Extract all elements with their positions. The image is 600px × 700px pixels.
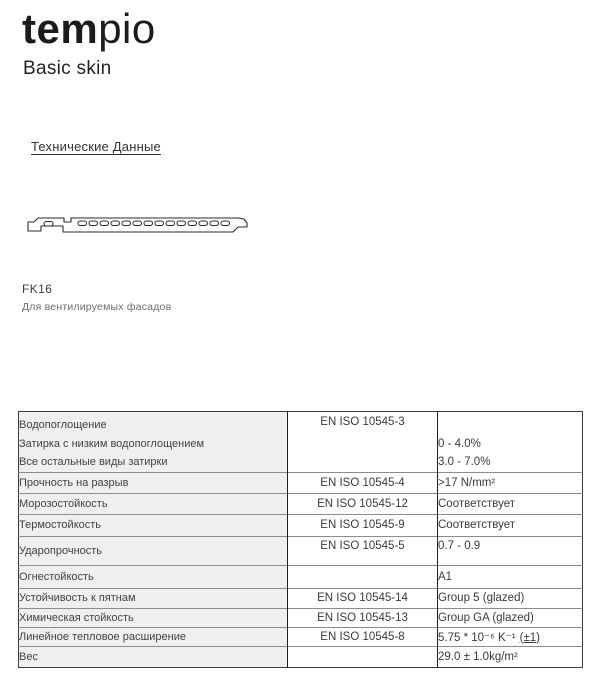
standard-cell: EN ISO 10545-12 (288, 493, 438, 514)
table-row-tensile-strength (19, 472, 583, 493)
brand-logo-bold: tem (22, 5, 99, 52)
table-row-chemical-resistance (19, 608, 583, 627)
property-cell: Ударопрочность (19, 536, 288, 565)
value-cell: 0.7 - 0.9 (438, 536, 583, 565)
value-line: 3.0 - 7.0% (438, 456, 491, 468)
property-cell: Огнестойкость (19, 565, 288, 588)
table-row-thermal-expansion (19, 627, 583, 646)
property-cell (19, 412, 288, 473)
standard-cell: EN ISO 10545-3 (288, 412, 438, 473)
standard-cell: EN ISO 10545-9 (288, 514, 438, 536)
table-row-stain-resistance (19, 588, 583, 608)
value-text: 5.75 * 10⁻⁶ K⁻¹ (438, 631, 516, 644)
brand-logo-light: pio (98, 5, 156, 52)
property-line: Затирка с низким водопоглощением (19, 437, 205, 450)
standard-cell: EN ISO 10545-13 (288, 608, 438, 627)
property-cell: Вес (19, 646, 288, 667)
table-row-impact-resistance (19, 536, 583, 565)
property-cell: Прочность на разрыв (19, 472, 288, 493)
value-cell (438, 627, 583, 646)
standard-cell: EN ISO 10545-14 (288, 588, 438, 608)
value-cell: >17 N/mm² (438, 472, 583, 493)
technical-data-table (18, 411, 583, 668)
product-description: Для вентилируемых фасадов (22, 301, 172, 313)
property-line: Все остальные виды затирки (19, 456, 168, 468)
table-row-fire-resistance (19, 565, 583, 588)
value-cell: 29.0 ± 1.0kg/m² (438, 646, 583, 667)
property-cell: Термостойкость (19, 514, 288, 536)
property-line: Водопоглощение (19, 419, 107, 431)
value-line (438, 416, 582, 435)
value-cell: Соответствует (438, 514, 583, 536)
standard-cell: EN ISO 10545-5 (288, 536, 438, 565)
property-cell: Химическая стойкость (19, 608, 288, 627)
panel-profile-cross-section-icon (24, 213, 251, 239)
table-row-weight (19, 646, 583, 667)
table-row-heat-resistance (19, 514, 583, 536)
property-cell: Устойчивость к пятнам (19, 588, 288, 608)
value-cell: Group GA (glazed) (438, 608, 583, 627)
value-cell: Group 5 (glazed) (438, 588, 583, 608)
value-cell (438, 412, 583, 473)
section-title-link[interactable]: Технические Данные (31, 139, 161, 154)
brand-logo (22, 5, 156, 53)
table-row-water-absorption (19, 412, 583, 473)
standard-cell (288, 565, 438, 588)
standard-cell: EN ISO 10545-4 (288, 472, 438, 493)
value-cell: Соответствует (438, 493, 583, 514)
value-cell: A1 (438, 565, 583, 588)
standard-cell (288, 646, 438, 667)
property-cell: Линейное тепловое расширение (19, 627, 288, 646)
value-line: 0 - 4.0% (438, 437, 481, 450)
product-code: FK16 (22, 282, 53, 296)
product-line-subtitle: Basic skin (23, 58, 112, 79)
value-tolerance-note: (±1) (519, 631, 540, 644)
property-cell: Морозостойкость (19, 493, 288, 514)
table-row-frost-resistance (19, 493, 583, 514)
standard-cell: EN ISO 10545-8 (288, 627, 438, 646)
